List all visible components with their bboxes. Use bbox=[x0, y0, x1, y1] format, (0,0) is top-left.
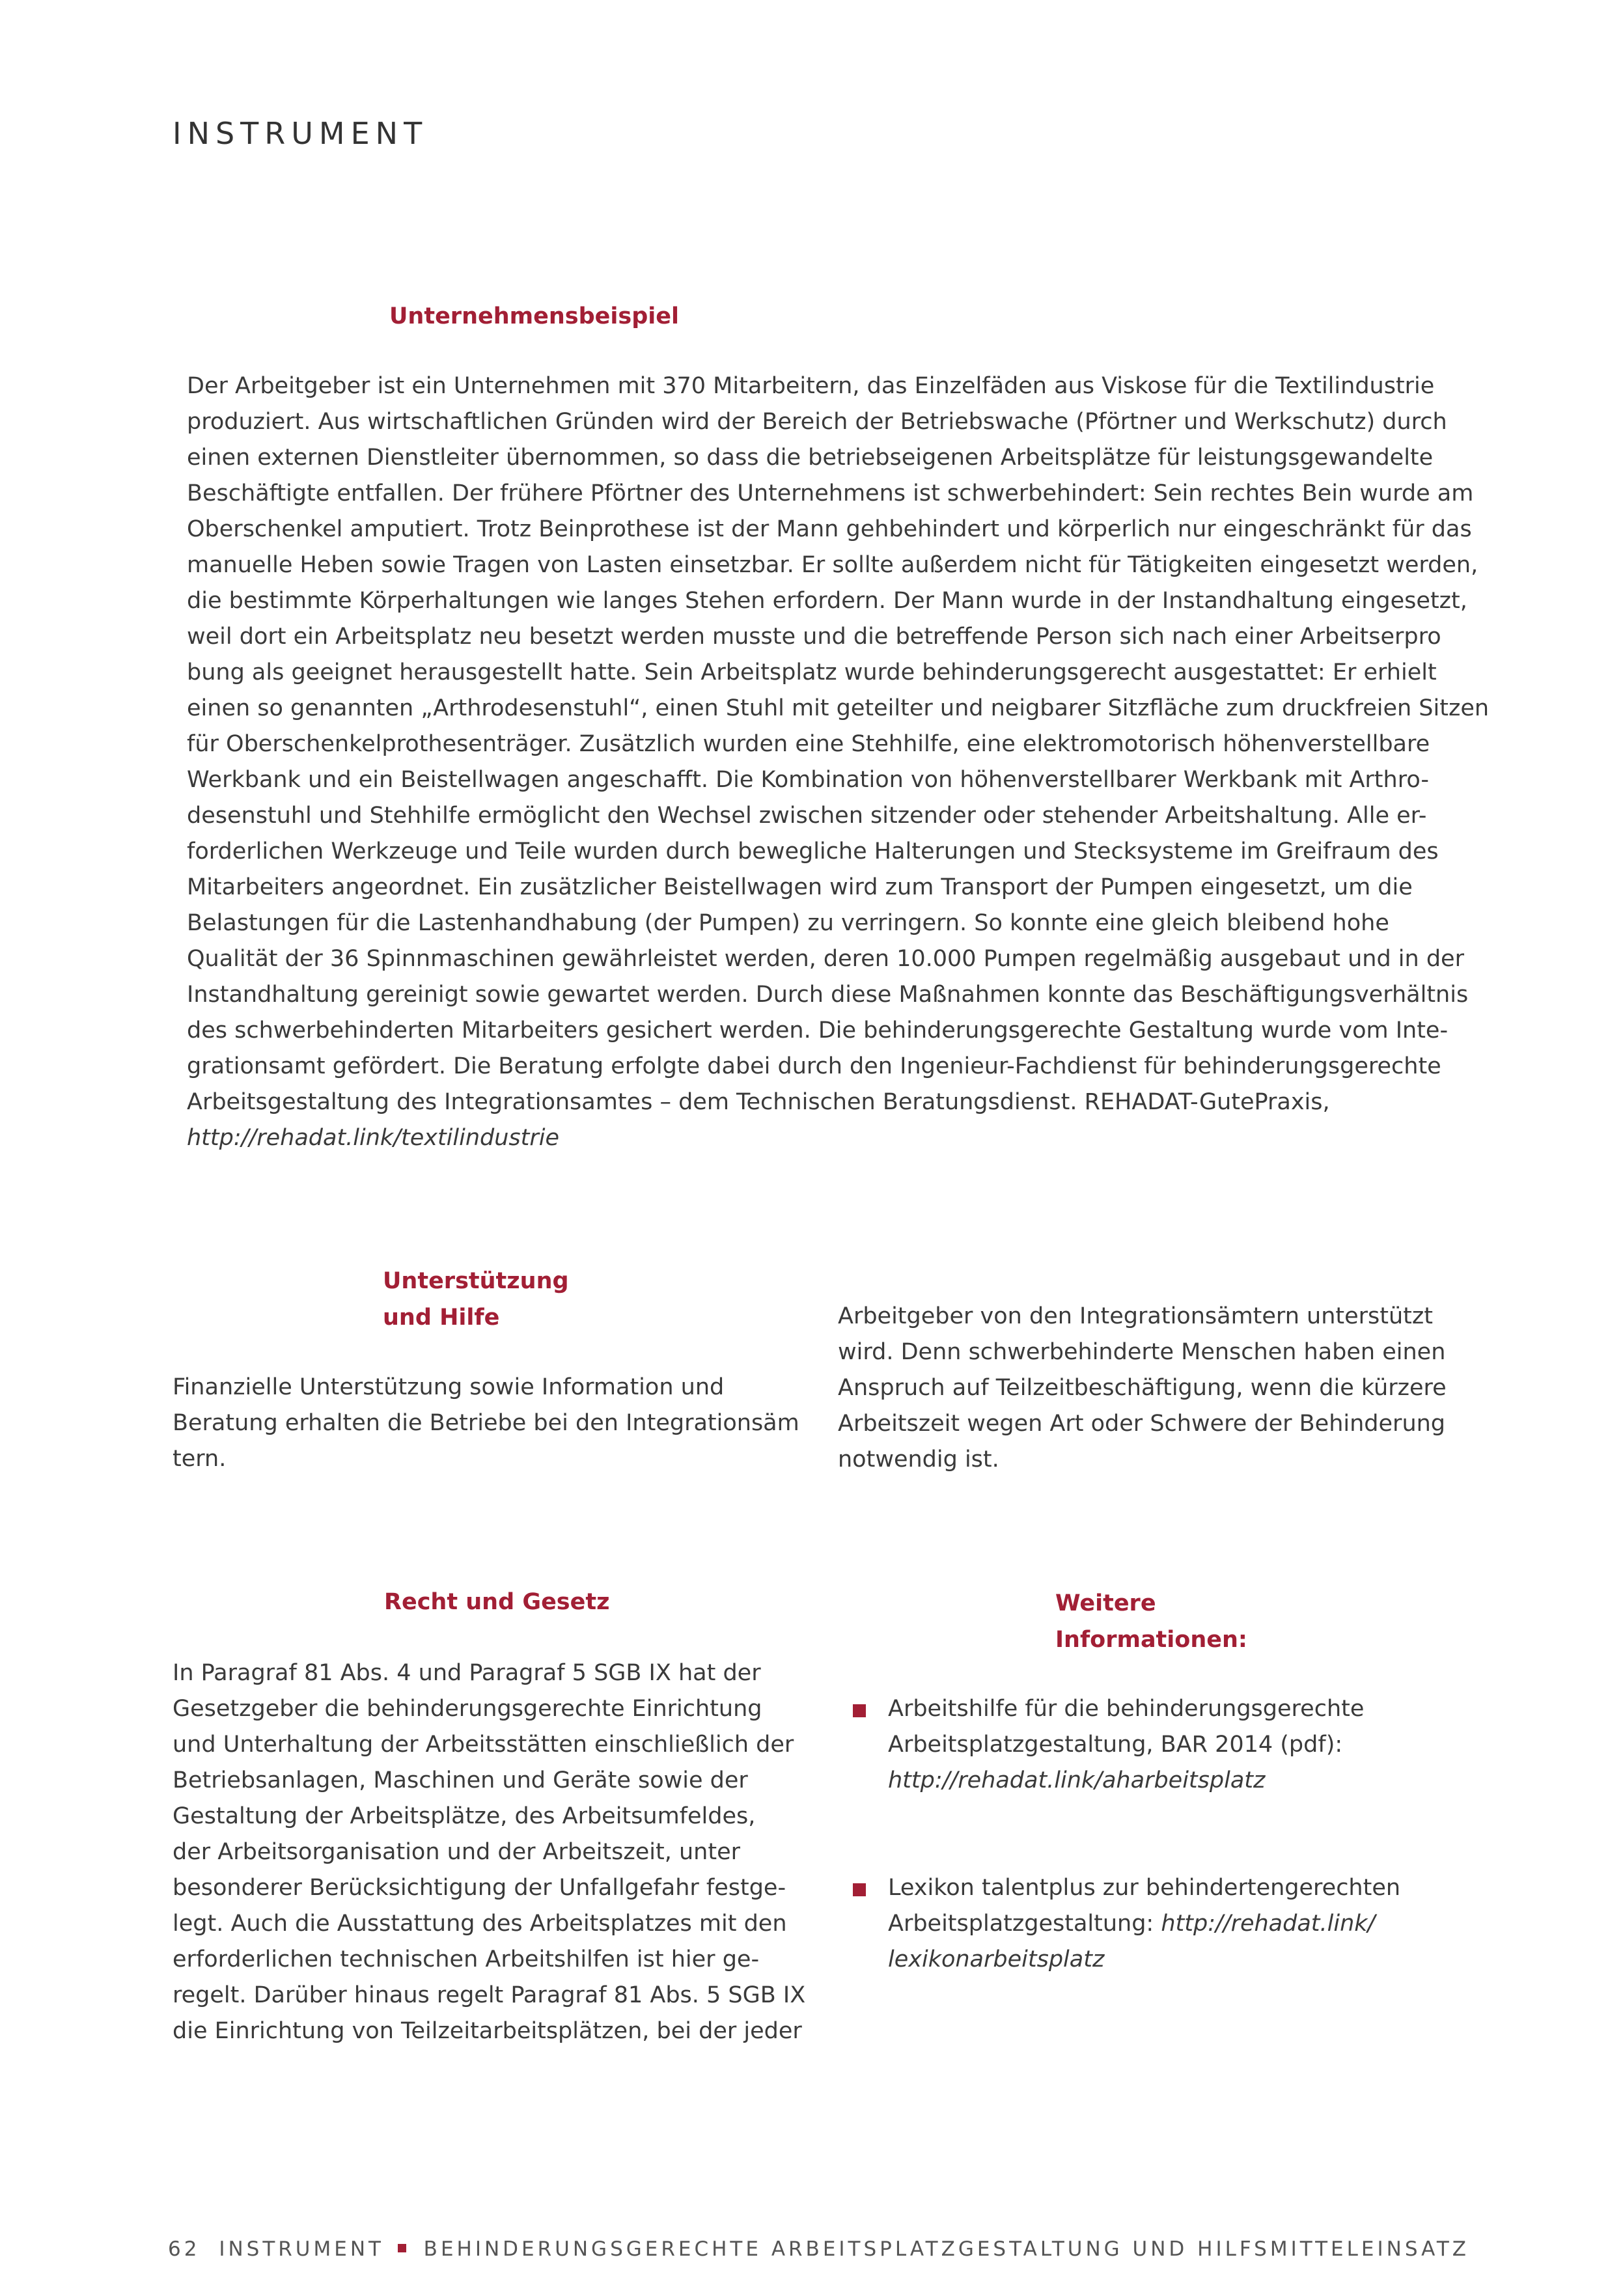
example-text-line: die bestimmte Körperhaltungen wie langes Stehen erfordern. Der Mann wurde in der Instandhaltung eingesetzt, bbox=[187, 588, 1467, 614]
example-text-line: forderlichen Werkzeuge und Teile wurden durch bewegliche Halterungen und Stecksysteme im Greifraum des bbox=[187, 838, 1439, 864]
example-text-line: grationsamt gefördert. Die Beratung erfolgte dabei durch den Ingenieur-Fachdienst für behinderungsgerechte bbox=[187, 1053, 1441, 1079]
support-text-line: tern. bbox=[173, 1446, 227, 1472]
right-text-line: Anspruch auf Teilzeitbeschäftigung, wenn die kürzere bbox=[838, 1375, 1447, 1401]
bullet-square-icon bbox=[853, 1704, 866, 1717]
right-text-line: notwendig ist. bbox=[838, 1446, 999, 1473]
example-text-line: des schwerbehinderten Mitarbeiters gesichert werden. Die behinderungsgerechte Gestaltung wurde vom Inte- bbox=[187, 1017, 1449, 1044]
item-2-line1: Lexikon talentplus zur behindertengerechten bbox=[888, 1875, 1401, 1901]
support-heading bbox=[383, 1263, 569, 1336]
example-text-line: manuelle Heben sowie Tragen von Lasten einsetzbar. Er sollte außerdem nicht für Tätigkeiten eingesetzt werden, bbox=[187, 552, 1478, 578]
footer-separator-icon bbox=[398, 2244, 406, 2252]
item-2-link-part2[interactable]: lexikonarbeitsplatz bbox=[888, 1946, 1105, 1972]
law-text-line: regelt. Darüber hinaus regelt Paragraf 81 Abs. 5 SGB IX bbox=[173, 1982, 806, 2008]
example-text-line: einen so genannten „Arthrodesenstuhl“, einen Stuhl mit geteilter und neigbarer Sitzfläche zum druckfreien Sitzen bbox=[187, 695, 1490, 721]
law-heading: Recht und Gesetz bbox=[384, 1589, 610, 1615]
right-text-line: Arbeitgeber von den Integrationsämtern unterstützt bbox=[838, 1303, 1433, 1329]
law-text-line: Gestaltung der Arbeitsplätze, des Arbeitsumfeldes, bbox=[173, 1803, 756, 1829]
right-text-line: wird. Denn schwerbehinderte Menschen haben einen bbox=[838, 1339, 1446, 1365]
example-text-line: einen externen Dienstleiter übernommen, so dass die betriebseigenen Arbeitsplätze für leistungsgewandelte bbox=[187, 445, 1434, 471]
item-1-line2: Arbeitsplatzgestaltung, BAR 2014 (pdf): bbox=[888, 1732, 1343, 1758]
example-text-line: Oberschenkel amputiert. Trotz Beinprothese ist der Mann gehbehindert und körperlich nur eingeschränkt für das bbox=[187, 516, 1472, 542]
page-number: 62 bbox=[168, 2237, 201, 2261]
running-head: INSTRUMENT bbox=[173, 116, 428, 151]
law-text-line: legt. Auch die Ausstattung des Arbeitsplatzes mit den bbox=[173, 1911, 787, 1937]
law-text-line: die Einrichtung von Teilzeitarbeitsplätzen, bei der jeder bbox=[173, 2018, 802, 2044]
further-info-heading-line2: Informationen: bbox=[1055, 1627, 1247, 1653]
example-text-line: Qualität der 36 Spinnmaschinen gewährleistet werden, deren 10.000 Pumpen regelmäßig ausgebaut und in der bbox=[187, 946, 1464, 972]
law-text-line: besonderer Berücksichtigung der Unfallgefahr festge- bbox=[173, 1875, 786, 1901]
page-footer bbox=[168, 2237, 1469, 2261]
support-heading-line1: Unterstützung bbox=[383, 1268, 569, 1294]
item-2-link-part1[interactable]: http://rehadat.link/ bbox=[1161, 1911, 1376, 1937]
right-continuation-body bbox=[838, 1299, 1447, 1478]
example-text-line: bung als geeignet herausgestellt hatte. Sein Arbeitsplatz wurde behinderungsgerecht ausgestattet: Er erhielt bbox=[187, 659, 1437, 685]
example-text-line: für Oberschenkelprothesenträger. Zusätzlich wurden eine Stehhilfe, eine elektromotorisch höhenverstellbare bbox=[187, 731, 1430, 757]
example-text-line: Beschäftigte entfallen. Der frühere Pförtner des Unternehmens ist schwerbehindert: Sein rechtes Bein wurde am bbox=[187, 480, 1474, 506]
law-text-line: der Arbeitsorganisation und der Arbeitszeit, unter bbox=[173, 1839, 740, 1865]
example-body bbox=[187, 368, 1489, 1156]
law-text-line: In Paragraf 81 Abs. 4 und Paragraf 5 SGB IX hat der bbox=[173, 1660, 761, 1686]
law-text-line: und Unterhaltung der Arbeitsstätten einschließlich der bbox=[173, 1732, 794, 1758]
footer-section: INSTRUMENT bbox=[219, 2237, 384, 2261]
example-heading: Unternehmensbeispiel bbox=[389, 303, 680, 329]
support-heading-line2: und Hilfe bbox=[383, 1305, 500, 1331]
further-info-item-1 bbox=[853, 1691, 1364, 1799]
example-text-line: Der Arbeitgeber ist ein Unternehmen mit 370 Mitarbeitern, das Einzelfäden aus Viskose für die Textilindustrie bbox=[187, 373, 1435, 399]
example-text-line: Instandhaltung gereinigt sowie gewartet werden. Durch diese Maßnahmen konnte das Beschäftigungsverhältnis bbox=[187, 982, 1469, 1008]
support-text-line: Finanzielle Unterstützung sowie Information und bbox=[173, 1374, 725, 1400]
example-text-line: produziert. Aus wirtschaftlichen Gründen wird der Bereich der Betriebswache (Pförtner und Werkschutz) durch bbox=[187, 409, 1447, 435]
example-text-line: Arbeitsgestaltung des Integrationsamtes – dem Technischen Beratungsdienst. REHADAT-GutePraxis, bbox=[187, 1089, 1330, 1115]
footer-title: BEHINDERUNGSGERECHTE ARBEITSPLATZGESTALTUNG UND HILFSMITTELEINSATZ bbox=[423, 2237, 1470, 2261]
further-info-heading bbox=[1055, 1585, 1247, 1658]
example-text-line: Werkbank und ein Beistellwagen angeschafft. Die Kombination von höhenverstellbarer Werkbank mit Arthro- bbox=[187, 767, 1430, 793]
right-text-line: Arbeitszeit wegen Art oder Schwere der Behinderung bbox=[838, 1411, 1446, 1437]
item-1-line1: Arbeitshilfe für die behinderungsgerechte bbox=[888, 1696, 1365, 1722]
further-info-heading-line1: Weitere bbox=[1055, 1590, 1156, 1616]
example-link[interactable]: http://rehadat.link/textilindustrie bbox=[187, 1125, 560, 1151]
support-body bbox=[173, 1370, 799, 1477]
item-1-link[interactable]: http://rehadat.link/aharbeitsplatz bbox=[888, 1767, 1266, 1793]
item-2-line2-prefix: Arbeitsplatzgestaltung: bbox=[888, 1911, 1161, 1937]
bullet-square-icon bbox=[853, 1883, 866, 1896]
law-text-line: erforderlichen technischen Arbeitshilfen ist hier ge- bbox=[173, 1946, 760, 1972]
example-text-line: Belastungen für die Lastenhandhabung (der Pumpen) zu verringern. So konnte eine gleich bleibend hohe bbox=[187, 910, 1389, 936]
law-text-line: Betriebsanlagen, Maschinen und Geräte sowie der bbox=[173, 1767, 748, 1793]
further-info-item-2 bbox=[853, 1870, 1400, 1978]
law-text-line: Gesetzgeber die behinderungsgerechte Einrichtung bbox=[173, 1696, 762, 1722]
example-text-line: Mitarbeiters angeordnet. Ein zusätzlicher Beistellwagen wird zum Transport der Pumpen eingesetzt, um die bbox=[187, 874, 1413, 900]
example-text-line: weil dort ein Arbeitsplatz neu besetzt werden musste und die betreffende Person sich nach einer Arbeitserpro bbox=[187, 624, 1441, 650]
example-text-line: desenstuhl und Stehhilfe ermöglicht den Wechsel zwischen sitzender oder stehender Arbeitshaltung. Alle er- bbox=[187, 803, 1427, 829]
law-body bbox=[173, 1655, 805, 2049]
item-2-line2 bbox=[888, 1906, 1400, 1942]
support-text-line: Beratung erhalten die Betriebe bei den Integrationsäm bbox=[173, 1410, 799, 1436]
